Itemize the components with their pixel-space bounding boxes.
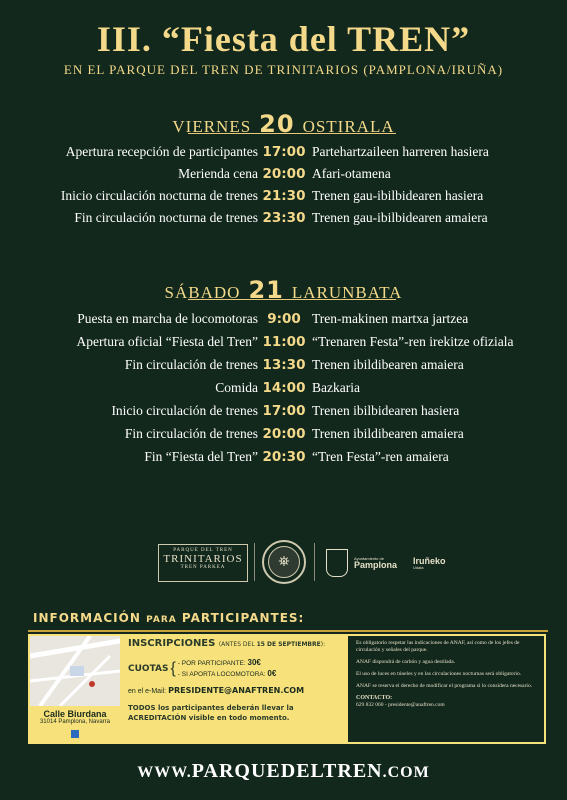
day-name-eu: OSTIRALA — [302, 117, 395, 136]
activity-time: 20:00 — [262, 426, 306, 442]
fee-value: 0€ — [267, 669, 277, 678]
schedule-row — [0, 188, 567, 210]
activity-time: 21:30 — [262, 188, 306, 204]
divider — [188, 299, 396, 300]
map-street: Calle Biurdana — [43, 709, 107, 719]
parque-del-tren-logo — [158, 544, 248, 582]
fee-value: 30€ — [247, 658, 261, 667]
ayuntamiento-logo — [326, 548, 446, 578]
activity-eu: Afari-otamena — [312, 166, 391, 181]
rule-text: ANAF dispondrá de carbón y agua destilada. — [356, 659, 456, 665]
logo-text: Pamplona — [354, 559, 398, 570]
activity-es: Apertura recepción de participantes — [65, 144, 258, 159]
accreditation-text: TODOS los participantes deberán llevar la — [128, 704, 294, 712]
logo-text: Udala — [413, 564, 424, 570]
divider — [314, 543, 315, 581]
info-heading-part: PARTICIPANTES: — [181, 611, 305, 625]
activity-eu: “Trenaren Festa”-ren irekitze ofiziala — [312, 334, 514, 349]
day-number: 20 — [259, 110, 295, 138]
accreditation-text: ACREDITACIÓN visible en todo momento. — [128, 714, 290, 722]
cuotas-label: CUOTAS — [128, 664, 169, 674]
map-address: 31014 Pamplona, Navarra — [39, 719, 111, 725]
fee-label: - POR PARTICIPANTE: — [177, 660, 246, 667]
activity-eu: Partehartzaileen harreren hasiera — [312, 144, 489, 159]
activity-eu: Tren-makinen martxa jartzea — [312, 311, 469, 326]
divider — [254, 543, 255, 581]
schedule-row — [0, 426, 567, 448]
rules-panel — [348, 636, 544, 742]
map-graphic — [30, 636, 120, 706]
activity-time: 11:00 — [262, 334, 306, 350]
map-address-label — [30, 706, 120, 742]
activity-eu: Trenen gau-ibilbidearen hasiera — [312, 188, 484, 203]
brace-icon: { — [170, 660, 176, 677]
activity-time: 20:30 — [262, 449, 306, 465]
fee-locomotive — [178, 669, 277, 680]
activity-time: 20:00 — [262, 166, 306, 182]
divider — [188, 133, 396, 134]
anaf-seal-logo — [262, 540, 306, 584]
activity-time: 13:30 — [262, 357, 306, 373]
inscripciones-label: INSCRIPCIONES — [128, 638, 216, 649]
page-title: III. “Fiesta del TREN” — [96, 19, 471, 59]
activity-time: 23:30 — [262, 210, 306, 226]
info-heading — [33, 611, 304, 625]
activity-es: Fin circulación de trenes — [124, 426, 258, 441]
email-line — [128, 686, 346, 695]
schedule-row — [0, 380, 567, 402]
rule-text: El uso de luces en túneles y en las circulaciones nocturnas será obligatorio. — [356, 671, 522, 677]
fee-participant — [178, 658, 277, 669]
schedule-row — [0, 311, 567, 333]
rule-text: Es obligatorio respetar las indicaciones de ANAF, así como de los jefes de circulación y señales del parque. — [356, 640, 520, 653]
activity-eu: Trenen gau-ibilbidearen amaiera — [312, 210, 488, 225]
activity-time: 17:00 — [262, 403, 306, 419]
location-map — [30, 636, 120, 742]
day-name-eu: LARUNBATA — [291, 283, 403, 302]
city-shield-icon — [326, 549, 348, 577]
activity-time: 17:00 — [262, 144, 306, 160]
activity-es: Merienda cena — [178, 166, 258, 181]
day-name-es: VIERNES — [172, 117, 252, 136]
deadline-note: (ANTES DEL — [218, 641, 257, 648]
schedule-row — [0, 210, 567, 232]
info-box — [28, 634, 546, 744]
activity-time: 9:00 — [267, 311, 301, 327]
schedule-row — [0, 449, 567, 471]
info-heading-part: PARA — [146, 615, 177, 625]
activity-es: Apertura oficial “Fiesta del Tren” — [76, 334, 258, 349]
activity-eu: Trenen ibildibearen amaiera — [312, 357, 464, 372]
map-pin-icon — [71, 730, 79, 738]
logo-text: Iruñeko — [413, 555, 446, 566]
day-name-es: SÁBADO — [164, 283, 241, 302]
accreditation-note — [128, 703, 346, 723]
contact-label: CONTACTO: — [356, 695, 393, 701]
activity-es: Comida — [215, 380, 258, 395]
activity-es: Fin circulación de trenes — [124, 357, 258, 372]
schedule-row — [0, 357, 567, 379]
schedule-row — [0, 166, 567, 188]
day-heading-friday — [0, 110, 567, 138]
activity-es: Puesta en marcha de locomotoras — [77, 311, 258, 326]
train-icon: ⛯ — [268, 546, 300, 578]
activity-eu: “Tren Festa”-ren amaiera — [312, 449, 449, 464]
schedule-row — [0, 334, 567, 356]
activity-es: Fin circulación nocturna de trenes — [74, 210, 258, 225]
url-part: .COM — [382, 764, 430, 781]
logo-text-main: TRINITARIOS — [163, 553, 243, 565]
email-label: en el e-Mail: — [128, 688, 167, 695]
deadline-note: ): — [320, 641, 326, 648]
info-heading-part: INFORMACIÓN — [33, 611, 141, 625]
page-subtitle: EN EL PARQUE DEL TREN DE TRINITARIOS (PAMPLONA/IRUÑA) — [63, 62, 504, 77]
activity-eu: Trenen ibildibearen amaiera — [312, 426, 464, 441]
logo-text-bottom: TREN PARKEA — [180, 565, 226, 570]
fee-label: - SI APORTA LOCOMOTORA: — [177, 671, 266, 678]
deadline-date: 15 DE SEPTIEMBRE — [256, 641, 321, 648]
sponsor-logos — [0, 538, 567, 588]
email-link[interactable]: PRESIDENTE@ANAFTREN.COM — [168, 686, 305, 695]
rule-text: ANAF se reserva el derecho de modificar el programa si lo considera necesario. — [356, 683, 533, 689]
logo-text-top: PARQUE DEL TREN — [173, 548, 233, 553]
logo-text: Ayuntamiento de — [354, 555, 384, 561]
contact-details: 629 832 060 - presidente@anaftren.com — [356, 702, 445, 708]
url-part: WWW. — [137, 764, 192, 781]
activity-eu: Bazkaria — [312, 380, 360, 395]
activity-es: Fin “Fiesta del Tren” — [144, 449, 258, 464]
day-number: 21 — [248, 276, 284, 304]
schedule-row — [0, 403, 567, 425]
activity-es: Inicio circulación de trenes — [111, 403, 258, 418]
divider — [28, 630, 548, 632]
website-link[interactable] — [0, 760, 567, 783]
url-part: PARQUEDELTREN — [191, 760, 383, 782]
activity-eu: Trenen ibilbidearen hasiera — [312, 403, 460, 418]
schedule-row — [0, 144, 567, 166]
activity-time: 14:00 — [262, 380, 306, 396]
day-heading-saturday — [0, 276, 567, 304]
activity-es: Inicio circulación nocturna de trenes — [60, 188, 258, 203]
fees — [128, 658, 346, 680]
registration-info — [128, 638, 346, 723]
